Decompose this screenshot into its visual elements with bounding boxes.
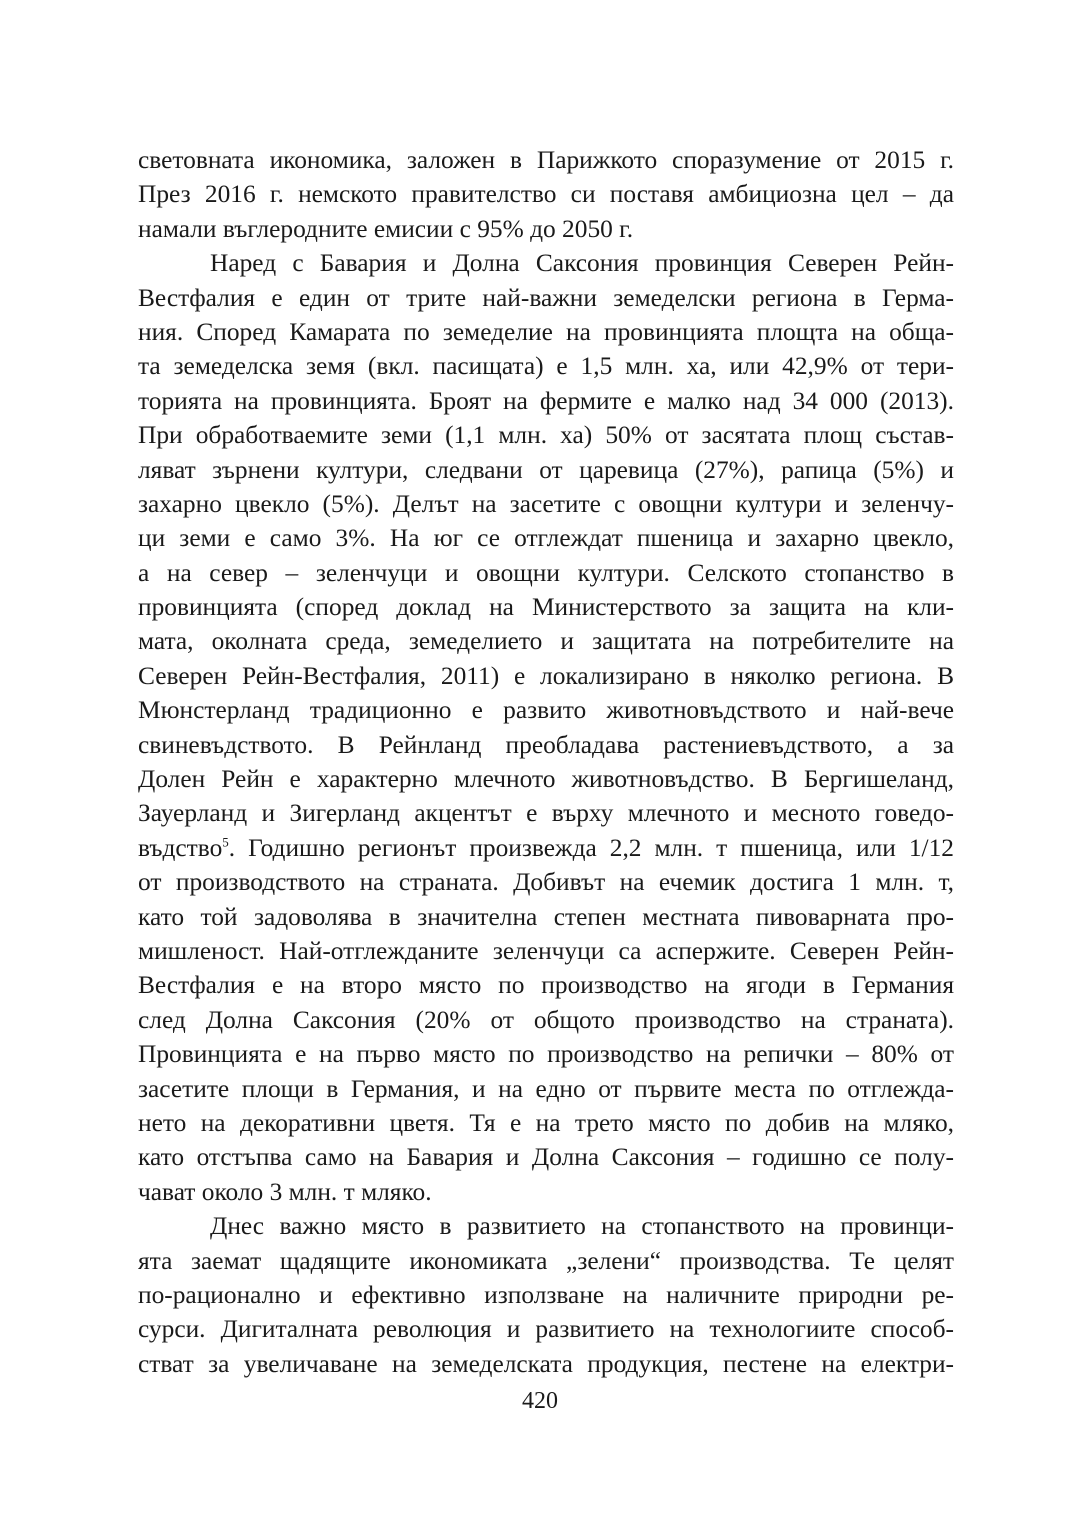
text-line: ния. Според Камарата по земеделие на провинцията площта на обща- [138, 317, 954, 346]
text-line-with-footnote [138, 831, 954, 865]
text-line: Вестфалия е на второ място по производство на ягоди в Германия [138, 971, 954, 1000]
text-line: намали въглеродните емисии с 95% до 2050 г. [138, 214, 634, 243]
text-line: чават около 3 млн. т мляко. [138, 1177, 432, 1206]
text-line: Мюнстерланд традиционно е развито животновъдството и най-вече [138, 696, 954, 725]
text-line: по-рационално и ефективно използване на наличните природни ре- [138, 1280, 954, 1309]
text-line: а на север – зеленчуци и овощни култури. Селското стопанство в [138, 558, 954, 587]
text-line: мата, околната среда, земеделието и защитата на потребителите на [138, 627, 954, 656]
text-line: Северен Рейн-Вестфалия, 2011) е локализирано в няколко региона. В [138, 661, 954, 690]
text-line: Вестфалия е един от трите най-важни земеделски региона в Герма- [138, 283, 954, 312]
footnote-reference: 5 [222, 834, 229, 850]
text-line: торията на провинцията. Броят на фермите е малко над 34 000 (2013). [138, 386, 954, 415]
body-text [138, 143, 954, 1381]
text-fragment: въдство [138, 833, 223, 862]
text-line: стват за увеличаване на земеделската продукция, пестене на електри- [138, 1349, 954, 1378]
text-line: Провинцията е на първо място по производство на репички – 80% от [138, 1040, 954, 1069]
text-line: световната икономика, заложен в Парижкото споразумение от 2015 г. [138, 146, 954, 174]
paragraph-start-line: Днес важно място в развитието на стопанството на провинци- [210, 1212, 954, 1241]
text-line: от производството на страната. Добивът на ечемик достига 1 млн. т, [138, 868, 954, 897]
text-line: като отстъпва само на Бавария и Долна Саксония – годишно се полу- [138, 1143, 954, 1172]
text-line: Зауерланд и Зигерланд акцентът е върху млечното и месното говедо- [138, 799, 954, 828]
text-line: провинцията (според доклад на Министерството за защита на кли- [138, 593, 954, 622]
text-line: захарно цвекло (5%). Делът на засетите с овощни култури и зеленчу- [138, 489, 954, 518]
text-fragment: . Годишно регионът произвежда 2,2 млн. т пшеница, или 1/12 [228, 833, 954, 862]
text-line: та земеделска земя (вкл. пасищата) е 1,5 млн. ха, или 42,9% от тери- [138, 352, 954, 381]
text-line: засетите площи в Германия, и на едно от първите места по отглежда- [138, 1074, 954, 1103]
page-number: 420 [522, 1388, 558, 1414]
paragraph-start-line: Наред с Бавария и Долна Саксония провинция Северен Рейн- [210, 249, 954, 278]
text-line: При обработваемите земи (1,1 млн. ха) 50% от засятата площ състав- [138, 421, 954, 450]
text-line: като той задоволява в значителна степен местната пивоварната про- [138, 902, 954, 931]
text-line: ци земи е само 3%. На юг се отглеждат пшеница и захарно цвекло, [138, 524, 954, 553]
text-line: ята заемат щадящите икономиката „зелени“ производства. Те целят [138, 1246, 954, 1275]
text-line: нето на декоративни цветя. Тя е на трето място по добив на мляко, [138, 1108, 954, 1137]
text-line: мишленост. Най-отглежданите зеленчуци са аспержите. Северен Рейн- [138, 936, 954, 965]
text-line: свиневъдството. В Рейнланд преобладава растениевъдството, а за [138, 730, 954, 759]
text-line: след Долна Саксония (20% от общото производство на страната). [138, 1005, 954, 1034]
text-line: сурси. Дигиталната революция и развитието на технологиите способ- [138, 1315, 954, 1344]
text-line: ляват зърнени култури, следвани от царевица (27%), рапица (5%) и [138, 455, 954, 484]
text-line: През 2016 г. немското правителство си поставя амбициозна цел – да [138, 180, 954, 209]
text-line: Долен Рейн е характерно млечното животновъдство. В Бергишеланд, [138, 765, 954, 794]
